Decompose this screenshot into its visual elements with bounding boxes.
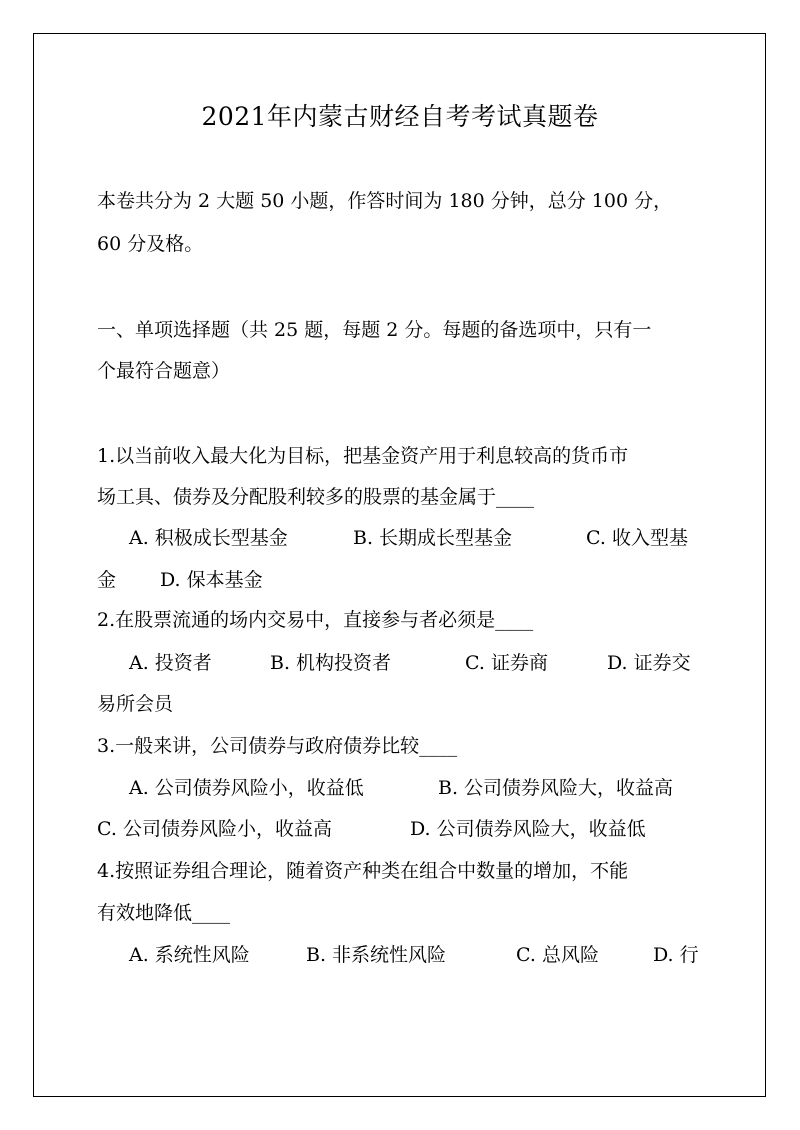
section-heading-line-2: 个最符合题意） bbox=[97, 360, 231, 382]
intro-line-2: 60 分及格。 bbox=[97, 233, 204, 255]
question-2-option-b: B. 机构投资者 bbox=[270, 652, 392, 674]
question-3-option-d: D. 公司债券风险大，收益低 bbox=[410, 818, 646, 840]
question-4-option-b: B. 非系统性风险 bbox=[306, 944, 447, 966]
intro-line-1: 本卷共分为 2 大题 50 小题，作答时间为 180 分钟，总分 100 分， bbox=[97, 190, 673, 212]
question-2-option-c: C. 证券商 bbox=[465, 652, 548, 674]
question-3-option-b: B. 公司债券风险大，收益高 bbox=[438, 777, 674, 799]
question-4-option-c: C. 总风险 bbox=[516, 944, 599, 966]
question-3-option-c: C. 公司债券风险小，收益高 bbox=[97, 818, 332, 840]
question-4-stem-line-2: 有效地降低____ bbox=[97, 902, 231, 924]
question-4-stem-line-1: 4.按照证券组合理论，随着资产种类在组合中数量的增加，不能 bbox=[97, 860, 629, 882]
question-2-stem-line-1: 2.在股票流通的场内交易中，直接参与者必须是____ bbox=[97, 609, 534, 631]
question-3-option-a: A. 公司债券风险小，收益低 bbox=[129, 777, 364, 799]
question-4-option-d: D. 行 bbox=[653, 944, 699, 966]
question-1-option-d: D. 保本基金 bbox=[160, 569, 263, 591]
question-4-option-a: A. 系统性风险 bbox=[129, 944, 250, 966]
question-2-option-a: A. 投资者 bbox=[129, 652, 212, 674]
section-heading-line-1: 一、单项选择题（共 25 题，每题 2 分。每题的备选项中，只有一 bbox=[97, 319, 652, 341]
question-1-option-c-cont: 金 bbox=[97, 569, 117, 591]
question-1-option-a: A. 积极成长型基金 bbox=[129, 527, 288, 549]
question-1-stem-line-2: 场工具、债券及分配股利较多的股票的基金属于____ bbox=[97, 486, 535, 508]
page-title: 2021年内蒙古财经自考考试真题卷 bbox=[201, 102, 599, 131]
question-2-option-d: D. 证券交 bbox=[607, 652, 691, 674]
question-1-option-c: C. 收入型基 bbox=[586, 527, 688, 549]
question-1-option-b: B. 长期成长型基金 bbox=[353, 527, 513, 549]
question-3-stem-line-1: 3.一般来讲，公司债券与政府债券比较____ bbox=[97, 735, 458, 757]
question-2-option-d-cont: 易所会员 bbox=[97, 693, 174, 715]
question-1-stem-line-1: 1.以当前收入最大化为目标，把基金资产用于利息较高的货币市 bbox=[97, 445, 629, 467]
